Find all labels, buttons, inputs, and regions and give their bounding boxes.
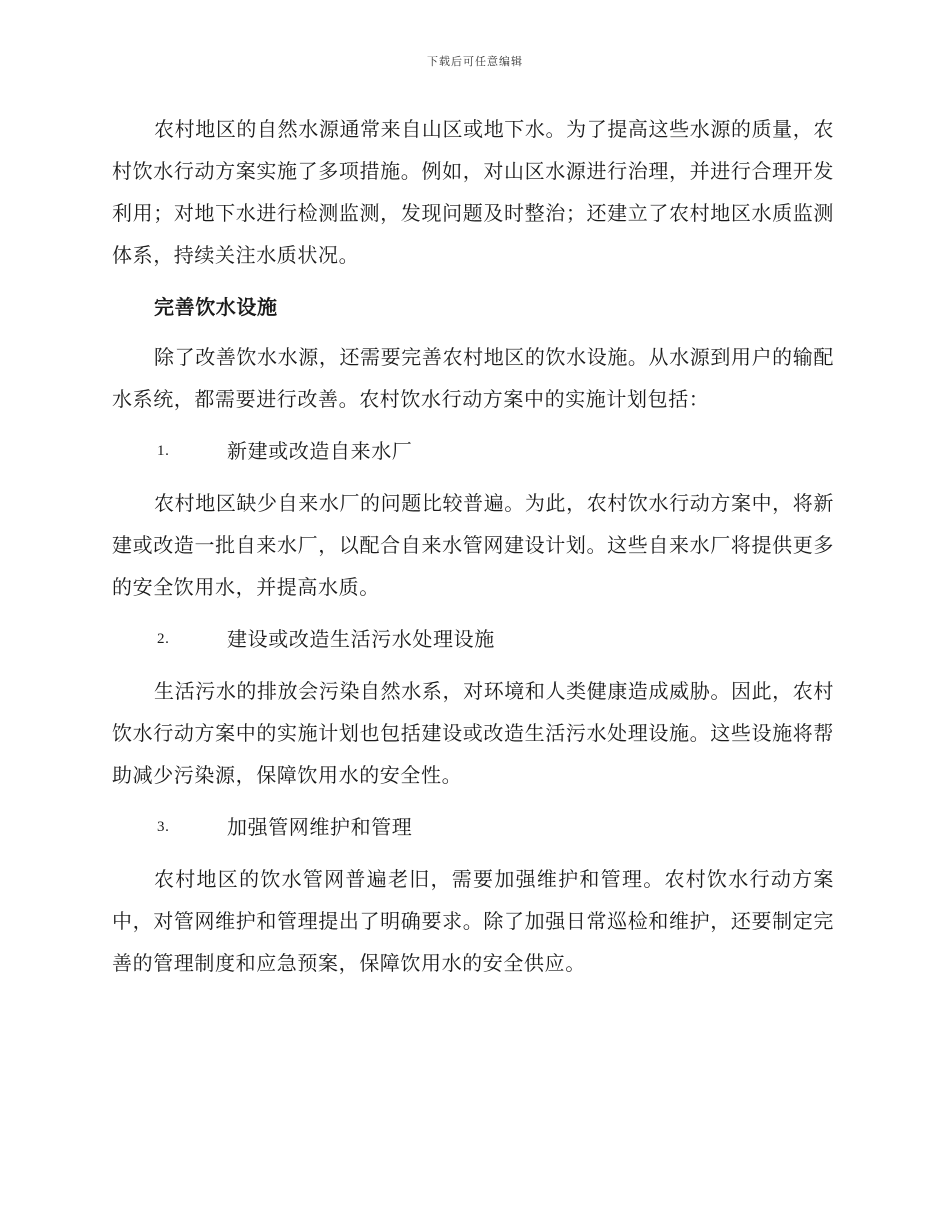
list-item-label: 加强管网维护和管理 [227,815,413,839]
paragraph-pipe-network: 农村地区的饮水管网普遍老旧，需要加强维护和管理。农村饮水行动方案中，对管网维护和管理提出了明确要求。除了加强日常巡检和维护，还要制定完善的管理制度和应急预案，保障饮用水的安全供应。 [112,867,834,975]
paragraph-sewage: 生活污水的排放会污染自然水系，对环境和人类健康造成威胁。因此，农村饮水行动方案中的实施计划也包括建设或改造生活污水处理设施。这些设施将帮助减少污染源，保障饮用水的安全性。 [112,679,834,787]
list-number: 2. [157,631,170,647]
paragraph-water-source: 农村地区的自然水源通常来自山区或地下水。为了提高这些水源的质量，农村饮水行动方案实施了多项措施。例如，对山区水源进行治理，并进行合理开发利用；对地下水进行检测监测，发现问题及时整治；还建立了农村地区水质监测体系，持续关注水质状况。 [112,117,834,267]
page-header: 下载后可任意编辑 [427,55,523,68]
list-item-2 [112,618,834,660]
section-title: 完善饮水设施 [154,295,278,319]
document-body [112,108,834,984]
paragraph-waterworks: 农村地区缺少自来水厂的问题比较普遍。为此，农村饮水行动方案中，将新建或改造一批自来水厂，以配合自来水管网建设计划。这些自来水厂将提供更多的安全饮用水，并提高水质。 [112,491,834,599]
list-item-1 [112,430,834,472]
list-item-label: 新建或改造自来水厂 [227,439,413,463]
list-item-label: 建设或改造生活污水处理设施 [227,627,495,651]
list-number: 3. [157,819,170,835]
list-item-3 [112,806,834,848]
paragraph-facilities-intro: 除了改善饮水水源，还需要完善农村地区的饮水设施。从水源到用户的输配水系统，都需要进行改善。农村饮水行动方案中的实施计划包括： [112,345,834,411]
list-number: 1. [157,443,170,459]
